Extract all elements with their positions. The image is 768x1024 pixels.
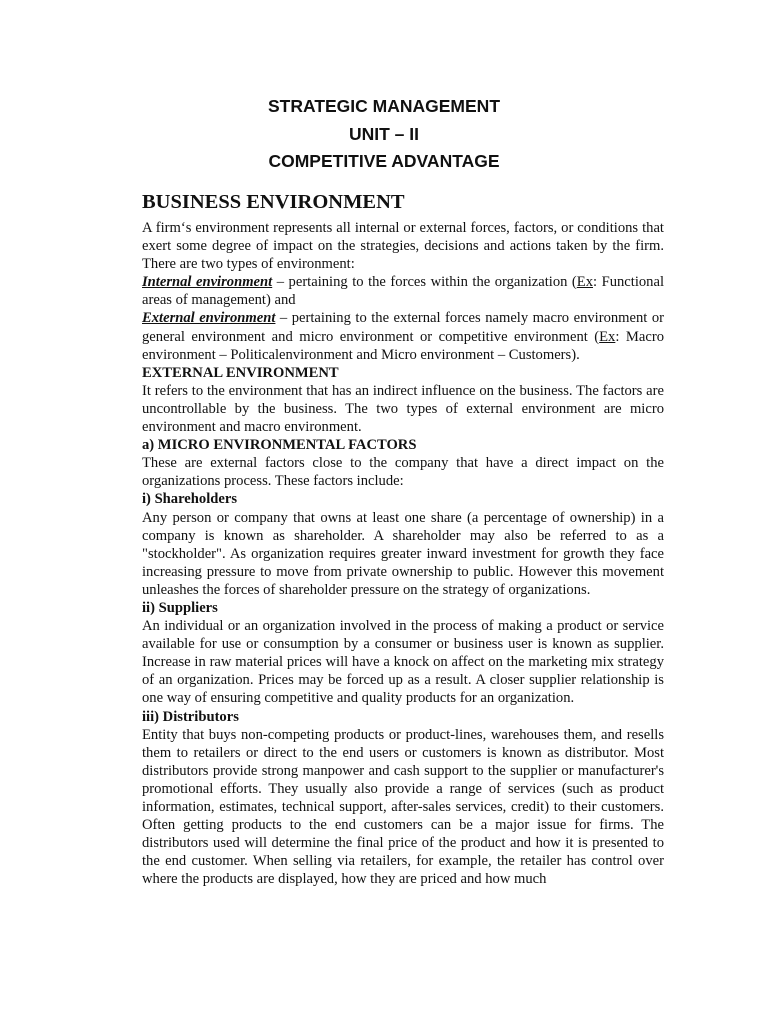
shareholders-paragraph: Any person or company that owns at least one share (a percentage of ownership) in a company is known as shareholder. A shareholder may also be referred to as a "stockholder". As organization requires greater inward investment for growth they face increasing pressure to move from private ownership to public. However this movement unleashes the forces of shareholder pressure on the strategy of organizations.: [142, 509, 664, 598]
title-competitive-advantage: COMPETITIVE ADVANTAGE: [268, 151, 500, 171]
suppliers-paragraph: An individual or an organization involved in the process of making a product or service available for use or consumption by a consumer or business user is known as supplier. Increase in raw material prices will have a knock on affect on the marketing mix strategy of an organization. Prices may be forced up as a result. A closer supplier relationship is one way of ensuring competitive and quality products for an organization.: [142, 618, 664, 707]
intro-paragraph: A firm‘s environment represents all internal or external forces, factors, or conditions that exert some degree of impact on the strategies, decisions and actions taken by the firm. There are two types of environment:: [142, 220, 664, 273]
title-strategic-management: STRATEGIC MANAGEMENT: [267, 96, 501, 116]
heading-external-environment: EXTERNAL ENVIRONMENT: [142, 364, 339, 381]
title-block: [0, 93, 768, 176]
heading-shareholders: i) Shareholders: [142, 491, 238, 508]
heading-distributors: iii) Distributors: [142, 708, 239, 725]
internal-environment-term: Internal environment: [142, 274, 273, 291]
external-environment-term: External environment: [142, 310, 276, 327]
distributors-paragraph: Entity that buys non-competing products or product-lines, warehouses them, and resells them to retailers or direct to the end users or customers is known as distributor. Most distributors provide strong manpower and cash support to the supplier or manufacturer's promotional efforts. They usually also provide a range of services (such as product information, estimates, technical support, after-sales services, credit) to their customers. Often getting products to the end customers can be a major issue for firms. The distributors used will determine the final price of the product and how it is presented to the end customer. When selling via retailers, for example, the retailer has control over where the products are displayed, how they are priced and how much: [142, 726, 664, 888]
heading-micro-environmental-factors: a) MICRO ENVIRONMENTAL FACTORS: [142, 437, 417, 454]
heading-business-environment: BUSINESS ENVIRONMENT: [142, 191, 405, 213]
heading-suppliers: ii) Suppliers: [142, 599, 218, 616]
internal-environment-definition: Internal environment – pertaining to the forces within the organization (Ex: Functional areas of management) and: [142, 274, 665, 309]
external-environment-definition: External environment – pertaining to the external forces namely macro environment or general environment and micro environment or competitive environment (Ex: Macro environment – Politicalenvironment and Micro environment – Customers).: [142, 310, 665, 363]
title-unit: UNIT – II: [348, 123, 419, 144]
external-environment-paragraph: It refers to the environment that has an indirect influence on the business. The factors are uncontrollable by the business. The two types of external environment are micro environment and macro environment.: [142, 382, 664, 436]
body-text: [142, 188, 664, 888]
micro-factors-paragraph: These are external factors close to the company that have a direct impact on the organizations process. These factors include:: [142, 455, 664, 490]
